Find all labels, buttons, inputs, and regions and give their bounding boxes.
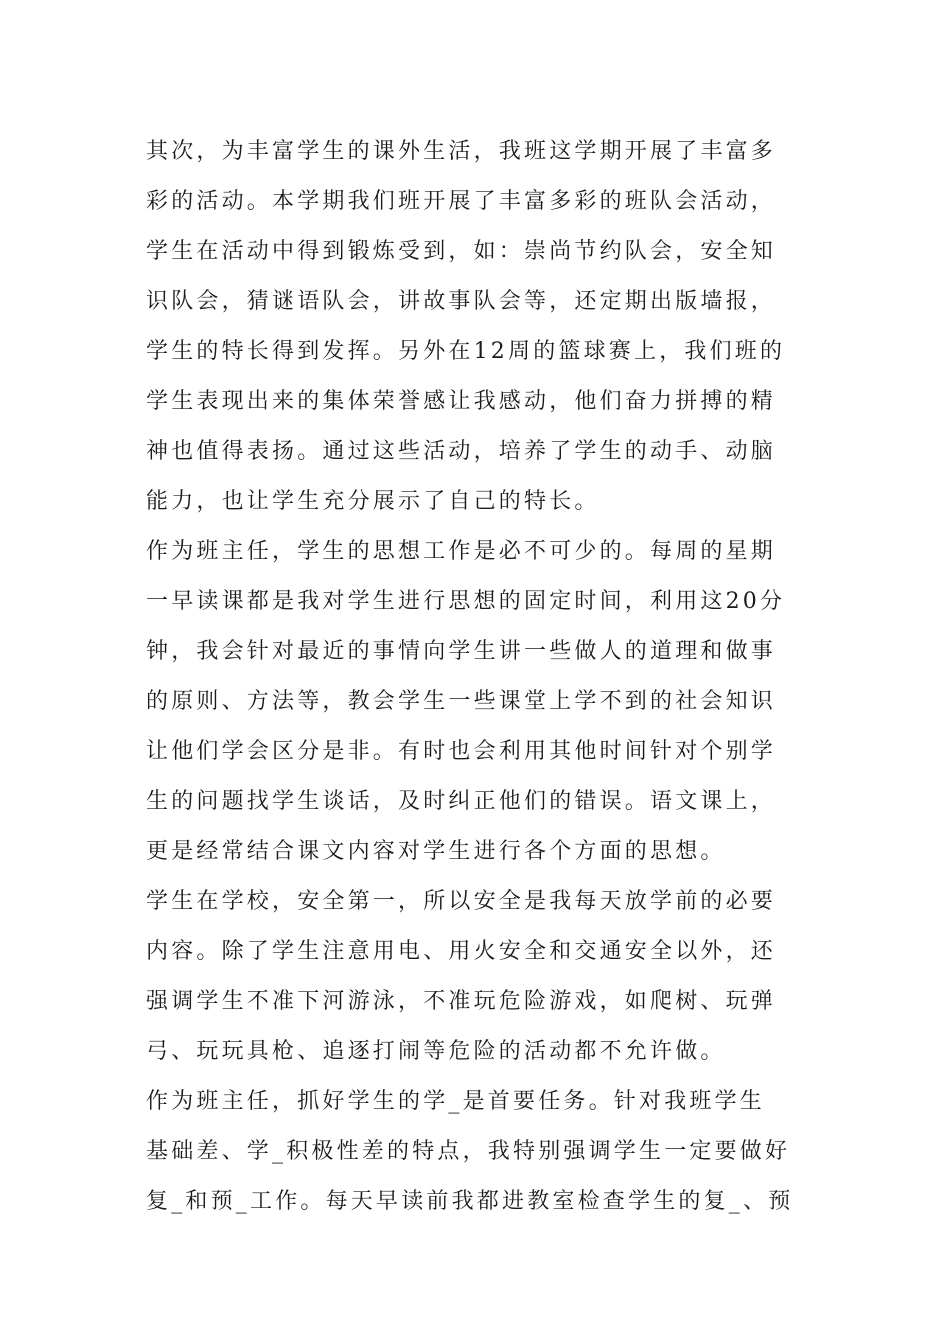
text-line: 钟，我会针对最近的事情向学生讲一些做人的道理和做事 [146,639,777,664]
text-line: 彩的活动。本学期我们班开展了丰富多彩的班队会活动， [146,189,777,214]
text-line: 一早读课都是我对学生进行思想的固定时间，利用这20分 [146,589,786,614]
text-line: 能力，也让学生充分展示了自己的特长。 [146,489,600,514]
text-line: 学生在学校，安全第一，所以安全是我每天放学前的必要 [146,889,777,914]
text-line: 作为班主任，学生的思想工作是必不可少的。每周的星期 [146,539,777,564]
text-line: 更是经常结合课文内容对学生进行各个方面的思想。 [146,839,726,864]
text-line: 基础差、学_积极性差的特点，我特别强调学生一定要做好 [146,1139,791,1164]
text-line: 生的问题找学生谈话，及时纠正他们的错误。语文课上， [146,789,777,814]
text-line: 内容。除了学生注意用电、用火安全和交通安全以外，还 [146,939,777,964]
text-line: 学生的特长得到发挥。另外在12周的篮球赛上，我们班的 [146,339,786,364]
text-line: 复_和预_工作。每天早读前我都进教室检查学生的复_、预 [146,1189,794,1214]
document-body [146,127,806,1227]
text-line: 学生表现出来的集体荣誉感让我感动，他们奋力拼搏的精 [146,389,777,414]
text-line: 其次，为丰富学生的课外生活，我班这学期开展了丰富多 [146,139,777,164]
text-line: 的原则、方法等，教会学生一些课堂上学不到的社会知识 [146,689,777,714]
text-line: 弓、玩玩具枪、追逐打闹等危险的活动都不允许做。 [146,1039,726,1064]
text-line: 让他们学会区分是非。有时也会利用其他时间针对个别学 [146,739,777,764]
text-line: 强调学生不准下河游泳，不准玩危险游戏，如爬树、玩弹 [146,989,777,1014]
text-line: 作为班主任，抓好学生的学_是首要任务。针对我班学生 [146,1089,766,1114]
text-line: 神也值得表扬。通过这些活动，培养了学生的动手、动脑 [146,439,777,464]
text-line: 识队会，猜谜语队会，讲故事队会等，还定期出版墙报， [146,289,777,314]
text-line: 学生在活动中得到锻炼受到，如：崇尚节约队会，安全知 [146,239,777,264]
